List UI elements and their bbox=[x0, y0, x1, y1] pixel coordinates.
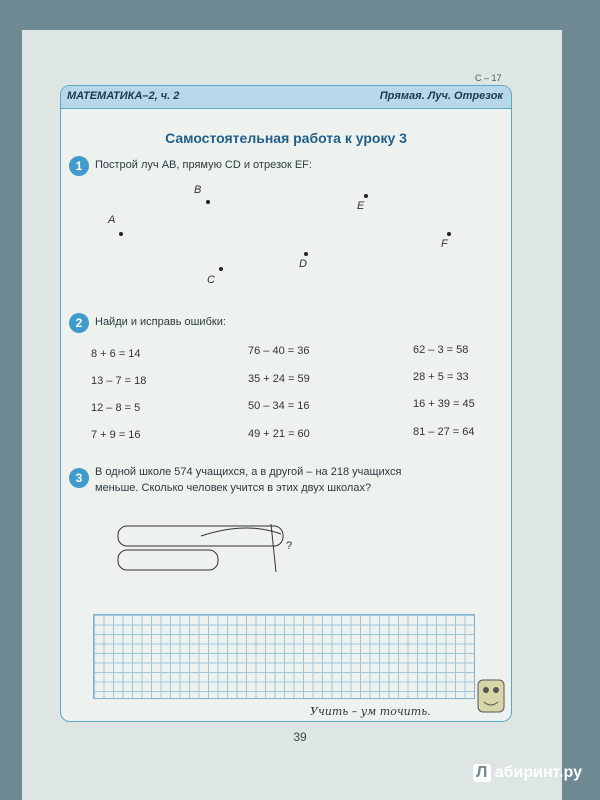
page-code: С – 17 bbox=[475, 73, 502, 83]
equation: 81 – 27 = 64 bbox=[413, 426, 475, 438]
task-2-text: Найди и исправь ошибки: bbox=[95, 316, 226, 328]
subject-label: МАТЕМАТИКА–2, ч. 2 bbox=[67, 90, 180, 102]
watermark-text: абиринт.ру bbox=[494, 764, 582, 781]
point-a bbox=[119, 232, 123, 236]
equation: 50 – 34 = 16 bbox=[248, 400, 310, 412]
watermark bbox=[473, 764, 582, 782]
task-1-number: 1 bbox=[69, 156, 89, 176]
page-number: 39 bbox=[293, 730, 307, 744]
page-title: Самостоятельная работа к уроку 3 bbox=[165, 130, 407, 146]
point-e-label: E bbox=[357, 200, 365, 212]
point-d bbox=[304, 252, 308, 256]
topic-label: Прямая. Луч. Отрезок bbox=[379, 90, 503, 102]
point-f-label: F bbox=[441, 238, 448, 250]
task-3-line-1: В одной школе 574 учащихся, а в другой – на 218 учащихся bbox=[95, 466, 402, 478]
motto: Учить – ум точить. bbox=[310, 705, 431, 718]
point-d-label: D bbox=[299, 258, 307, 270]
header-bar bbox=[61, 86, 511, 109]
point-c bbox=[219, 267, 223, 271]
equation: 49 + 21 = 60 bbox=[248, 428, 310, 440]
robot-mascot-icon bbox=[476, 678, 506, 714]
point-c-label: C bbox=[207, 274, 215, 286]
point-e bbox=[364, 194, 368, 198]
task-1-text: Построй луч AB, прямую CD и отрезок EF: bbox=[95, 159, 312, 171]
point-a-label: A bbox=[108, 214, 116, 226]
labirint-logo-icon: Л bbox=[473, 764, 491, 782]
task-3-line-2: меньше. Сколько человек учится в этих двух школах? bbox=[95, 482, 372, 494]
answer-grid bbox=[93, 614, 475, 699]
worksheet-card bbox=[60, 85, 512, 722]
point-f bbox=[447, 232, 451, 236]
equation: 8 + 6 = 14 bbox=[91, 348, 141, 360]
equation: 62 – 3 = 58 bbox=[413, 344, 469, 356]
equation: 13 – 7 = 18 bbox=[91, 375, 147, 387]
equation: 35 + 24 = 59 bbox=[248, 373, 310, 385]
equation: 28 + 5 = 33 bbox=[413, 371, 469, 383]
question-mark: ? bbox=[286, 540, 293, 552]
equation: 16 + 39 = 45 bbox=[413, 398, 475, 410]
equation: 76 – 40 = 36 bbox=[248, 345, 310, 357]
task-2-number: 2 bbox=[69, 313, 89, 333]
point-b-label: B bbox=[194, 184, 202, 196]
point-b bbox=[206, 200, 210, 204]
equation: 7 + 9 = 16 bbox=[91, 429, 141, 441]
task-3-number: 3 bbox=[69, 468, 89, 488]
equation: 12 – 8 = 5 bbox=[91, 402, 141, 414]
